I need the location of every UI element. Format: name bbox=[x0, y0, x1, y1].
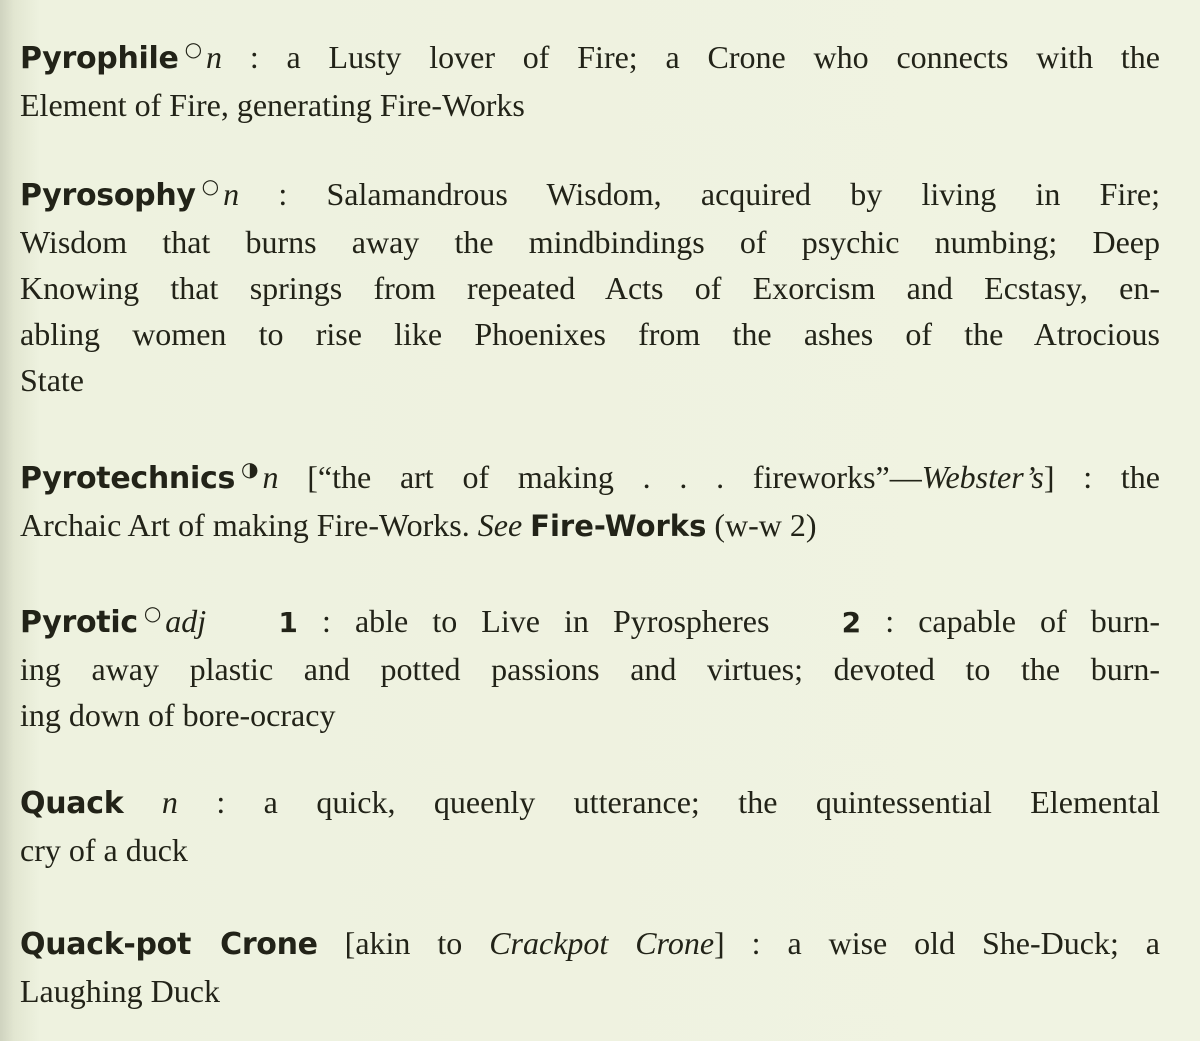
part-of-speech: n bbox=[161, 784, 178, 820]
open-circle-mark: ○ bbox=[184, 37, 203, 61]
open-circle-mark: ○ bbox=[143, 601, 162, 625]
source-citation: Webster’s bbox=[921, 459, 1044, 495]
sense-number: 2 bbox=[841, 606, 862, 639]
entry-line bbox=[20, 26, 1160, 82]
entry-pyrophile bbox=[20, 26, 1160, 128]
definition-text: [akin to bbox=[344, 925, 463, 961]
headword: Pyrotic bbox=[20, 605, 138, 640]
part-of-speech: adj bbox=[165, 603, 207, 639]
entry-line: Element of Fire, generating Fire-Works bbox=[20, 87, 525, 123]
headword: Quack bbox=[20, 786, 124, 821]
definition-text: ] : the bbox=[1043, 459, 1161, 495]
entry-quack-pot-crone bbox=[20, 920, 1160, 1014]
definition-text: (w-w 2) bbox=[714, 507, 817, 543]
headword: Quack-pot Crone bbox=[20, 927, 318, 962]
entry-line: Knowing that springs from repeated Acts of Exorcism and Ecstasy, en- bbox=[20, 270, 1160, 306]
entry-line: Wisdom that burns away the mindbindings of psychic numbing; Deep bbox=[20, 224, 1160, 260]
entry-line: Laughing Duck bbox=[20, 973, 220, 1009]
open-circle-mark: ○ bbox=[201, 174, 220, 198]
entry-line bbox=[20, 590, 1160, 646]
definition-text: : a Lusty lover of Fire; a Crone who connects with the bbox=[249, 39, 1161, 75]
definition-text: : capable of burn- bbox=[885, 603, 1161, 639]
related-term: Crackpot Crone bbox=[489, 925, 715, 961]
part-of-speech: n bbox=[206, 39, 223, 75]
entry-line bbox=[20, 163, 1160, 219]
entry-line: ing away plastic and potted passions and virtues; devoted to the burn- bbox=[20, 651, 1160, 687]
entry-line bbox=[20, 920, 1160, 968]
sense-number: 1 bbox=[278, 606, 298, 639]
entry-line: State bbox=[20, 362, 84, 398]
entry-line bbox=[20, 446, 1160, 502]
definition-text: [“the art of making . . . fireworks”— bbox=[307, 459, 922, 495]
entry-pyrotic bbox=[20, 590, 1160, 738]
part-of-speech: n bbox=[262, 459, 279, 495]
headword: Pyrosophy bbox=[20, 178, 196, 213]
entry-line: abling women to rise like Phoenixes from the ashes of the Atrocious bbox=[20, 316, 1160, 352]
part-of-speech: n bbox=[223, 176, 240, 212]
half-circle-mark: ◑ bbox=[241, 457, 259, 481]
definition-text: : Salamandrous Wisdom, acquired by living in Fire; bbox=[278, 176, 1161, 212]
definition-text: ] : a wise old She-Duck; a bbox=[714, 925, 1161, 961]
entry-line: cry of a duck bbox=[20, 832, 188, 868]
cross-reference: Fire-Works bbox=[530, 509, 707, 543]
see-label: See bbox=[477, 507, 523, 543]
entry-line bbox=[20, 502, 1160, 549]
entry-quack bbox=[20, 779, 1160, 873]
entry-line: ing down of bore-ocracy bbox=[20, 697, 336, 733]
definition-text: : able to Live in Pyrospheres bbox=[321, 603, 770, 639]
entry-pyrotechnics bbox=[20, 446, 1160, 549]
definition-text: : a quick, queenly utterance; the quintessential Elemental bbox=[216, 784, 1161, 820]
definition-text: Archaic Art of making Fire-Works. bbox=[20, 507, 470, 543]
entry-line bbox=[20, 779, 1160, 827]
headword: Pyrophile bbox=[20, 41, 179, 76]
headword: Pyrotechnics bbox=[20, 461, 236, 496]
entry-pyrosophy bbox=[20, 163, 1160, 403]
